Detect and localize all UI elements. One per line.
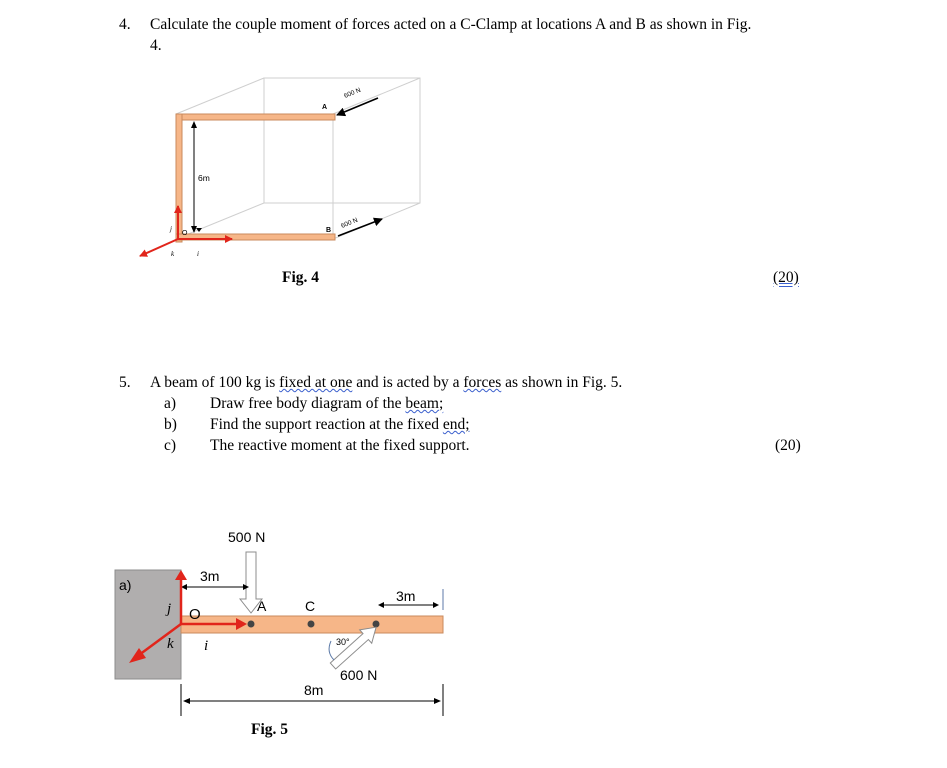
q5-intro-part2: fixed at one xyxy=(279,374,353,391)
fig5-origin: O xyxy=(189,606,201,623)
fig4-axis-k: k xyxy=(171,250,175,258)
fig5-dim-3m-left xyxy=(181,584,249,590)
q5-intro-part4: forces xyxy=(463,374,502,391)
fig4-axis-j: j xyxy=(170,225,172,233)
q5-item-c-text: The reactive moment at the fixed support. xyxy=(210,437,470,454)
q5-marks: (20) xyxy=(775,437,801,454)
beam-point-c xyxy=(308,621,315,628)
fig4-dim-6m-label: 6m xyxy=(198,173,210,183)
fig5-force-bottom-label: 600 N xyxy=(340,667,378,683)
fig4-force-b-label: 600 N xyxy=(340,216,359,230)
q4-text-line2: 4. xyxy=(150,37,162,54)
fig4-axis-i: i xyxy=(197,250,199,258)
q5-item-a-label: a) xyxy=(164,395,177,412)
fig5-axis-k: k xyxy=(167,636,174,652)
q4-marks: (20) xyxy=(773,269,799,286)
fig5-point-c: C xyxy=(305,598,316,614)
fig5-dim-8m-label: 8m xyxy=(304,682,324,698)
fig4-force-a-label: 600 N xyxy=(343,86,362,100)
q5-number: 5. xyxy=(119,374,131,391)
fig5-dim-3m-left-label: 3m xyxy=(200,568,220,584)
q4-text-line1: Calculate the couple moment of forces acted on a C-Clamp at locations A and B as shown in Fig. xyxy=(150,16,752,33)
q4-number: 4. xyxy=(119,16,131,33)
fig5-angle: 30° xyxy=(336,637,350,647)
fig5-axis-i: i xyxy=(204,638,209,654)
fig4-point-b: B xyxy=(326,227,332,234)
fig5-panel-label: a) xyxy=(119,577,132,593)
angle-arc xyxy=(329,641,334,660)
q5-intro-part3: and is acted by a xyxy=(356,374,460,391)
q5-item-b-label: b) xyxy=(164,416,177,433)
fig5-force-top-label: 500 N xyxy=(228,529,266,545)
q5-intro-part5: as shown in Fig. 5. xyxy=(505,374,623,391)
beam-point-end xyxy=(373,621,380,628)
fig5-dim-3m-right-label: 3m xyxy=(396,588,416,604)
q5-item-c-label: c) xyxy=(164,437,177,454)
q5-intro-part1: A beam of 100 kg is xyxy=(150,374,276,391)
fig4-caption: Fig. 4 xyxy=(282,269,320,286)
fig4-point-a: A xyxy=(322,104,328,111)
fig4-origin: O xyxy=(182,230,188,237)
fig5-point-a: A xyxy=(257,598,267,614)
fig5-axis-j: j xyxy=(167,601,172,617)
q5-item-b-text: Find the support reaction at the fixed end; xyxy=(210,416,470,433)
fig5-caption: Fig. 5 xyxy=(251,721,289,738)
beam-point-a xyxy=(248,621,255,628)
q5-item-a-text: Draw free body diagram of the beam; xyxy=(210,395,444,412)
